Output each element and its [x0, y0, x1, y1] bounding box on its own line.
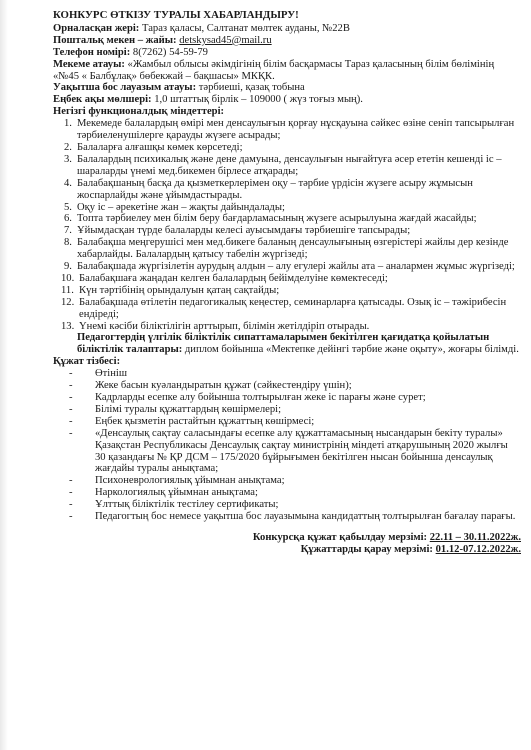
duty-number: 11.	[61, 284, 74, 296]
review-deadline	[53, 544, 521, 556]
phone-line	[53, 47, 521, 59]
salary-label: Еңбек ақы мөлшері:	[53, 94, 152, 106]
duty-item	[53, 202, 521, 214]
salary-line	[53, 94, 521, 106]
doc-item	[53, 428, 521, 476]
doc-item	[53, 475, 521, 487]
duty-text: Балабақша меңгерушісі мен мед.бикеге баланың денсаулығының өзгерістері жайлы дер кезінде хабарлайды. Балалардың қатысу табелін жүргізеді;	[77, 237, 509, 261]
doc-text: Ұлттық біліктілік тестілеу сертификаты;	[95, 499, 279, 511]
duty-item	[53, 321, 521, 333]
duty-text: Ұйымдасқан түрде балаларды келесі ауысымдағы тәрбиешіге тапсырады;	[77, 225, 411, 237]
announcement-content	[53, 10, 521, 556]
duty-item	[53, 273, 521, 285]
duty-number: 10.	[61, 272, 75, 284]
duty-text: Балабақшаға жаңадан келген балалардың бейімделуіне көмектеседі;	[79, 272, 388, 284]
salary-value: 1,0 штаттық бірлік – 109000 ( жүз тоғыз мың).	[154, 94, 363, 106]
org-value: «Жамбыл облысы әкімдігінің білім басқармасы Тараз қаласының білім бөлімінің «№45 « Балбұлақ» бөбекжай – бақшасы» МКҚК.	[53, 58, 495, 82]
phone-value: 8(7262) 54-59-79	[132, 46, 208, 58]
docs-heading: Құжат тізбесі:	[53, 356, 121, 368]
dash-bullet: -	[69, 392, 73, 403]
postal-line	[53, 35, 521, 47]
duty-text: Балаларға алғашқы көмек көрсетеді;	[77, 141, 243, 153]
duty-item	[53, 213, 521, 225]
dash-bullet: -	[69, 415, 73, 427]
duty-text: Балабақшаның басқа да қызметкерлерімен оқу – тәрбие үрдісін жүзеге асыру жұмысын жоспарлайды және ұйымдастырады.	[77, 177, 473, 201]
position-line	[53, 82, 521, 94]
duty-text: Балалардың психикалық және дене дамуына, денсаулығын нығайтуға әсер ететін кешенді іс – шараларды үнемі мед.бикемен бірлесе атқарады;	[77, 153, 502, 177]
doc-text: Наркологиялық ұйымнан анықтама;	[95, 487, 258, 499]
duties-heading: Негізгі функционалдық міндеттері:	[53, 106, 225, 118]
duty-item	[53, 297, 521, 321]
duties-list	[53, 118, 521, 332]
doc-text: Еңбек қызметін растайтын құжаттың көшірмесі;	[95, 415, 315, 427]
duty-text: Үнемі кәсіби біліктілігін арттырып, білімін жетілдіріп отырады.	[79, 320, 370, 332]
dash-bullet: -	[69, 511, 73, 523]
doc-item	[53, 368, 521, 380]
dash-bullet: -	[69, 368, 73, 380]
phone-label: Телефон номірі:	[53, 46, 131, 58]
duty-text: Мекемеде балалардың өмірі мен денсаулығын қорғау нұсқауына сәйкес өзіне сеніп тапсырылған тәрбиеленушілерге қарауды жүзеге асырады;	[77, 118, 515, 142]
duty-item	[53, 118, 521, 142]
duty-number: 8.	[64, 237, 72, 249]
dash-bullet: -	[69, 427, 73, 439]
duty-number: 2.	[64, 141, 72, 153]
duty-number: 6.	[64, 213, 72, 225]
position-value: тәрбиеші, қазақ тобына	[198, 82, 305, 94]
doc-text: «Денсаулық сақтау саласындағы есепке алу құжаттамасының нысандарын бекіту туралы» Қазақстан Республикасы Денсаулық сақтау министрінің міндеті атқарушының 2020 жылғы 30 қазандағы № ҚР ДСМ – 175/2020 бұйрығымен бекітілген нысан бойынша денсаулық жағдайы туралы анықтама;	[95, 427, 508, 475]
location-line	[53, 23, 521, 35]
duty-number: 9.	[64, 261, 72, 273]
review-deadline-label: Құжаттарды қарау мерзімі:	[300, 543, 436, 555]
duty-text: Топта тәрбиелеу мен білім беру бағдарламасының жүзеге асырылуына жағдай жасайды;	[77, 213, 477, 225]
location-value: Тараз қаласы, Салтанат мөлтек ауданы, №22В	[141, 22, 350, 34]
location-label: Орналасқан жері:	[53, 22, 140, 34]
qualification-text: диплом бойынша «Мектепке дейінгі тәрбие және оқыту», жоғары білімді.	[182, 344, 519, 356]
org-line	[53, 59, 521, 83]
dash-bullet: -	[69, 499, 73, 511]
duty-text: Күн тәртібінің орындалуын қатаң сақтайды;	[79, 284, 280, 296]
duty-item	[53, 142, 521, 154]
doc-text: Педагогтың бос немесе уақытша бос лауазымына кандидаттың толтырылған бағалау парағы.	[95, 511, 516, 523]
review-deadline-value: 01.12-07.12.2022ж.	[435, 543, 521, 555]
duty-number: 3.	[64, 153, 72, 165]
postal-label: Поштальқ мекен – жайы:	[53, 34, 177, 46]
duty-text: Оқу іс – әрекетіне жан – жақты дайындалады;	[77, 201, 285, 213]
scan-shadow	[0, 0, 8, 750]
doc-text: Жеке басын куәландыратын құжат (сәйкестендіру үшін);	[95, 380, 352, 392]
duty-text: Балабақшада өтілетін педагогикалық кеңестер, семинарларға қатысады. Озық іс – тәжірибесін ендіреді;	[79, 296, 507, 320]
doc-text: Өтініш	[95, 368, 127, 380]
position-label: Уақытша бос лауазым атауы:	[53, 82, 197, 94]
duty-item	[53, 225, 521, 237]
qualification-bold: Педагогтердің үлгілік біліктілік сипаттамаларымен бекітілген қағидатқа қойылатын біліктілік талаптары:	[77, 332, 490, 356]
duty-item	[53, 178, 521, 202]
duty-item	[53, 285, 521, 297]
duty-number: 7.	[64, 225, 72, 237]
page-title: КОНКУРС ӨТКІЗУ ТУРАЛЫ ХАБАРЛАНДЫРУ!	[53, 9, 299, 21]
doc-item	[53, 404, 521, 416]
doc-text: Білімі туралы құжаттардың көшірмелері;	[95, 403, 282, 415]
duty-item	[53, 154, 521, 178]
dash-bullet: -	[69, 380, 73, 392]
doc-item	[53, 380, 521, 392]
accept-deadline-label: Конкурсқа құжат қабылдау мерзімі:	[252, 531, 430, 543]
duty-number: 12.	[61, 296, 75, 308]
dash-bullet: -	[69, 487, 73, 499]
doc-item	[53, 392, 521, 404]
duty-number: 1.	[64, 118, 72, 130]
duty-text: Балабақшада жүргізілетін аурудың алдын – алу егулері жайлы ата – аналармен жұмыс жүргізеді;	[77, 261, 515, 273]
doc-item	[53, 499, 521, 511]
doc-item	[53, 511, 521, 523]
doc-text: Психоневрологиялық ұйымнан анықтама;	[95, 475, 285, 487]
dash-bullet: -	[69, 475, 73, 487]
accept-deadline	[53, 532, 521, 544]
dash-bullet: -	[69, 403, 73, 415]
duty-number: 4.	[64, 177, 72, 189]
duty-item	[53, 261, 521, 273]
org-label: Мекеме атауы:	[53, 58, 125, 70]
doc-item	[53, 487, 521, 499]
email-link[interactable]: detskysad45@mail.ru	[179, 34, 272, 46]
doc-text: Кадрларды есепке алу бойынша толтырылған жеке іс парағы және сурет;	[95, 392, 426, 403]
duty-number: 13.	[61, 320, 75, 332]
duty-item	[53, 237, 521, 261]
qualification-requirements	[53, 332, 521, 356]
accept-deadline-value: 22.11 – 30.11.2022ж.	[429, 531, 521, 543]
duty-number: 5.	[64, 201, 72, 213]
docs-list	[53, 368, 521, 523]
doc-item	[53, 416, 521, 428]
